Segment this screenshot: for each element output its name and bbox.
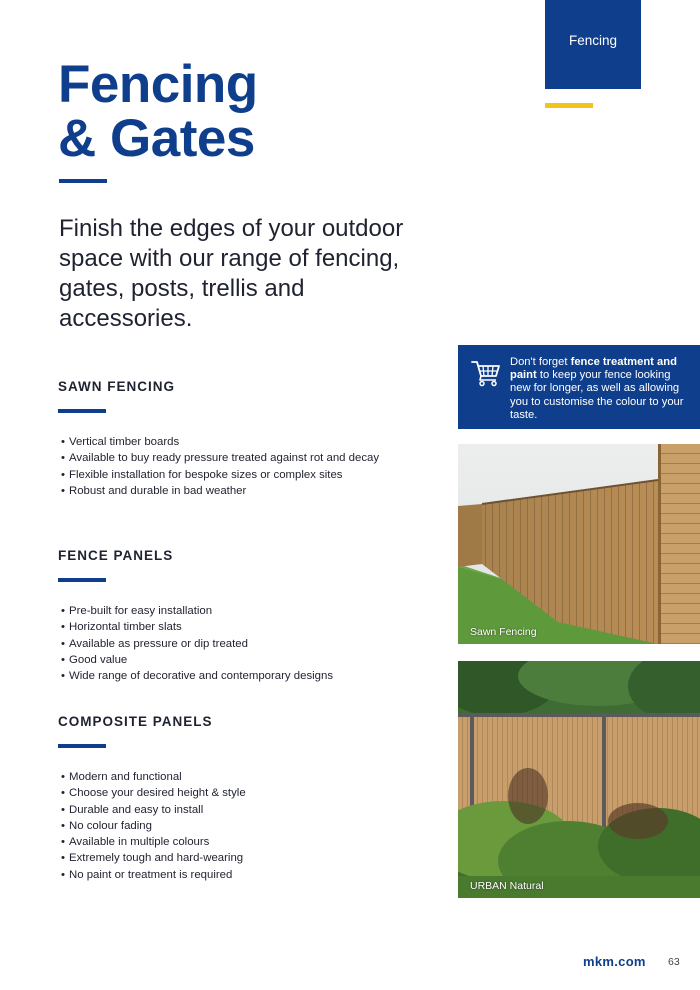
- bullet-list-sawn-fencing: [61, 434, 379, 499]
- list-item: • Choose your desired height & style: [61, 785, 246, 801]
- bullet-list-composite-panels: [61, 769, 246, 883]
- list-item: • Good value: [61, 652, 333, 668]
- page-title-line-1: Fencing: [58, 55, 258, 114]
- list-item: • Pre-built for easy installation: [61, 603, 333, 619]
- callout-text: [510, 356, 690, 422]
- callout-text-start: Don't forget: [510, 356, 571, 368]
- list-item: • No paint or treatment is required: [61, 867, 246, 883]
- treatment-callout: [458, 345, 700, 429]
- list-item: • Extremely tough and hard-wearing: [61, 850, 246, 866]
- intro-paragraph: Finish the edges of your outdoor space with our range of fencing, gates, posts, trellis and accessories.: [59, 215, 404, 332]
- section-heading-composite-panels: COMPOSITE PANELS: [58, 714, 213, 729]
- list-item: • Robust and durable in bad weather: [61, 483, 379, 499]
- section-divider: [58, 409, 106, 413]
- title-divider: [59, 179, 107, 183]
- photo-caption: URBAN Natural: [470, 880, 544, 892]
- callout-text-end: to keep your fence looking new for longer, as well as allowing you to customise the colour to your taste.: [510, 369, 684, 421]
- page-number: 63: [668, 956, 680, 968]
- photo-caption: Sawn Fencing: [470, 626, 537, 638]
- list-item: • Horizontal timber slats: [61, 619, 333, 635]
- list-item: • Modern and functional: [61, 769, 246, 785]
- shopping-cart-icon: [471, 359, 501, 387]
- bullet-list-fence-panels: [61, 603, 333, 684]
- list-item: • Available in multiple colours: [61, 834, 246, 850]
- callout-text-highlight: fence treatment and paint: [510, 356, 677, 382]
- list-item: • No colour fading: [61, 818, 246, 834]
- section-heading-sawn-fencing: SAWN FENCING: [58, 379, 176, 394]
- list-item: • Vertical timber boards: [61, 434, 379, 450]
- section-tab-accent: [545, 103, 593, 108]
- list-item: • Durable and easy to install: [61, 802, 246, 818]
- urban-natural-image: [458, 661, 700, 898]
- urban-natural-photo: [458, 661, 700, 898]
- sawn-fencing-photo: [458, 444, 700, 644]
- section-tab: [545, 0, 641, 89]
- list-item: • Available to buy ready pressure treated against rot and decay: [61, 450, 379, 466]
- list-item: • Available as pressure or dip treated: [61, 636, 333, 652]
- section-heading-fence-panels: FENCE PANELS: [58, 548, 174, 563]
- section-divider: [58, 578, 106, 582]
- footer-brand-link[interactable]: mkm.com: [583, 954, 646, 969]
- list-item: • Flexible installation for bespoke sizes or complex sites: [61, 467, 379, 483]
- page-title-line-2: & Gates: [58, 109, 255, 168]
- section-divider: [58, 744, 106, 748]
- sawn-fencing-image: [458, 444, 700, 644]
- section-tab-label: Fencing: [568, 33, 618, 48]
- list-item: • Wide range of decorative and contemporary designs: [61, 668, 333, 684]
- page-title: [58, 55, 258, 168]
